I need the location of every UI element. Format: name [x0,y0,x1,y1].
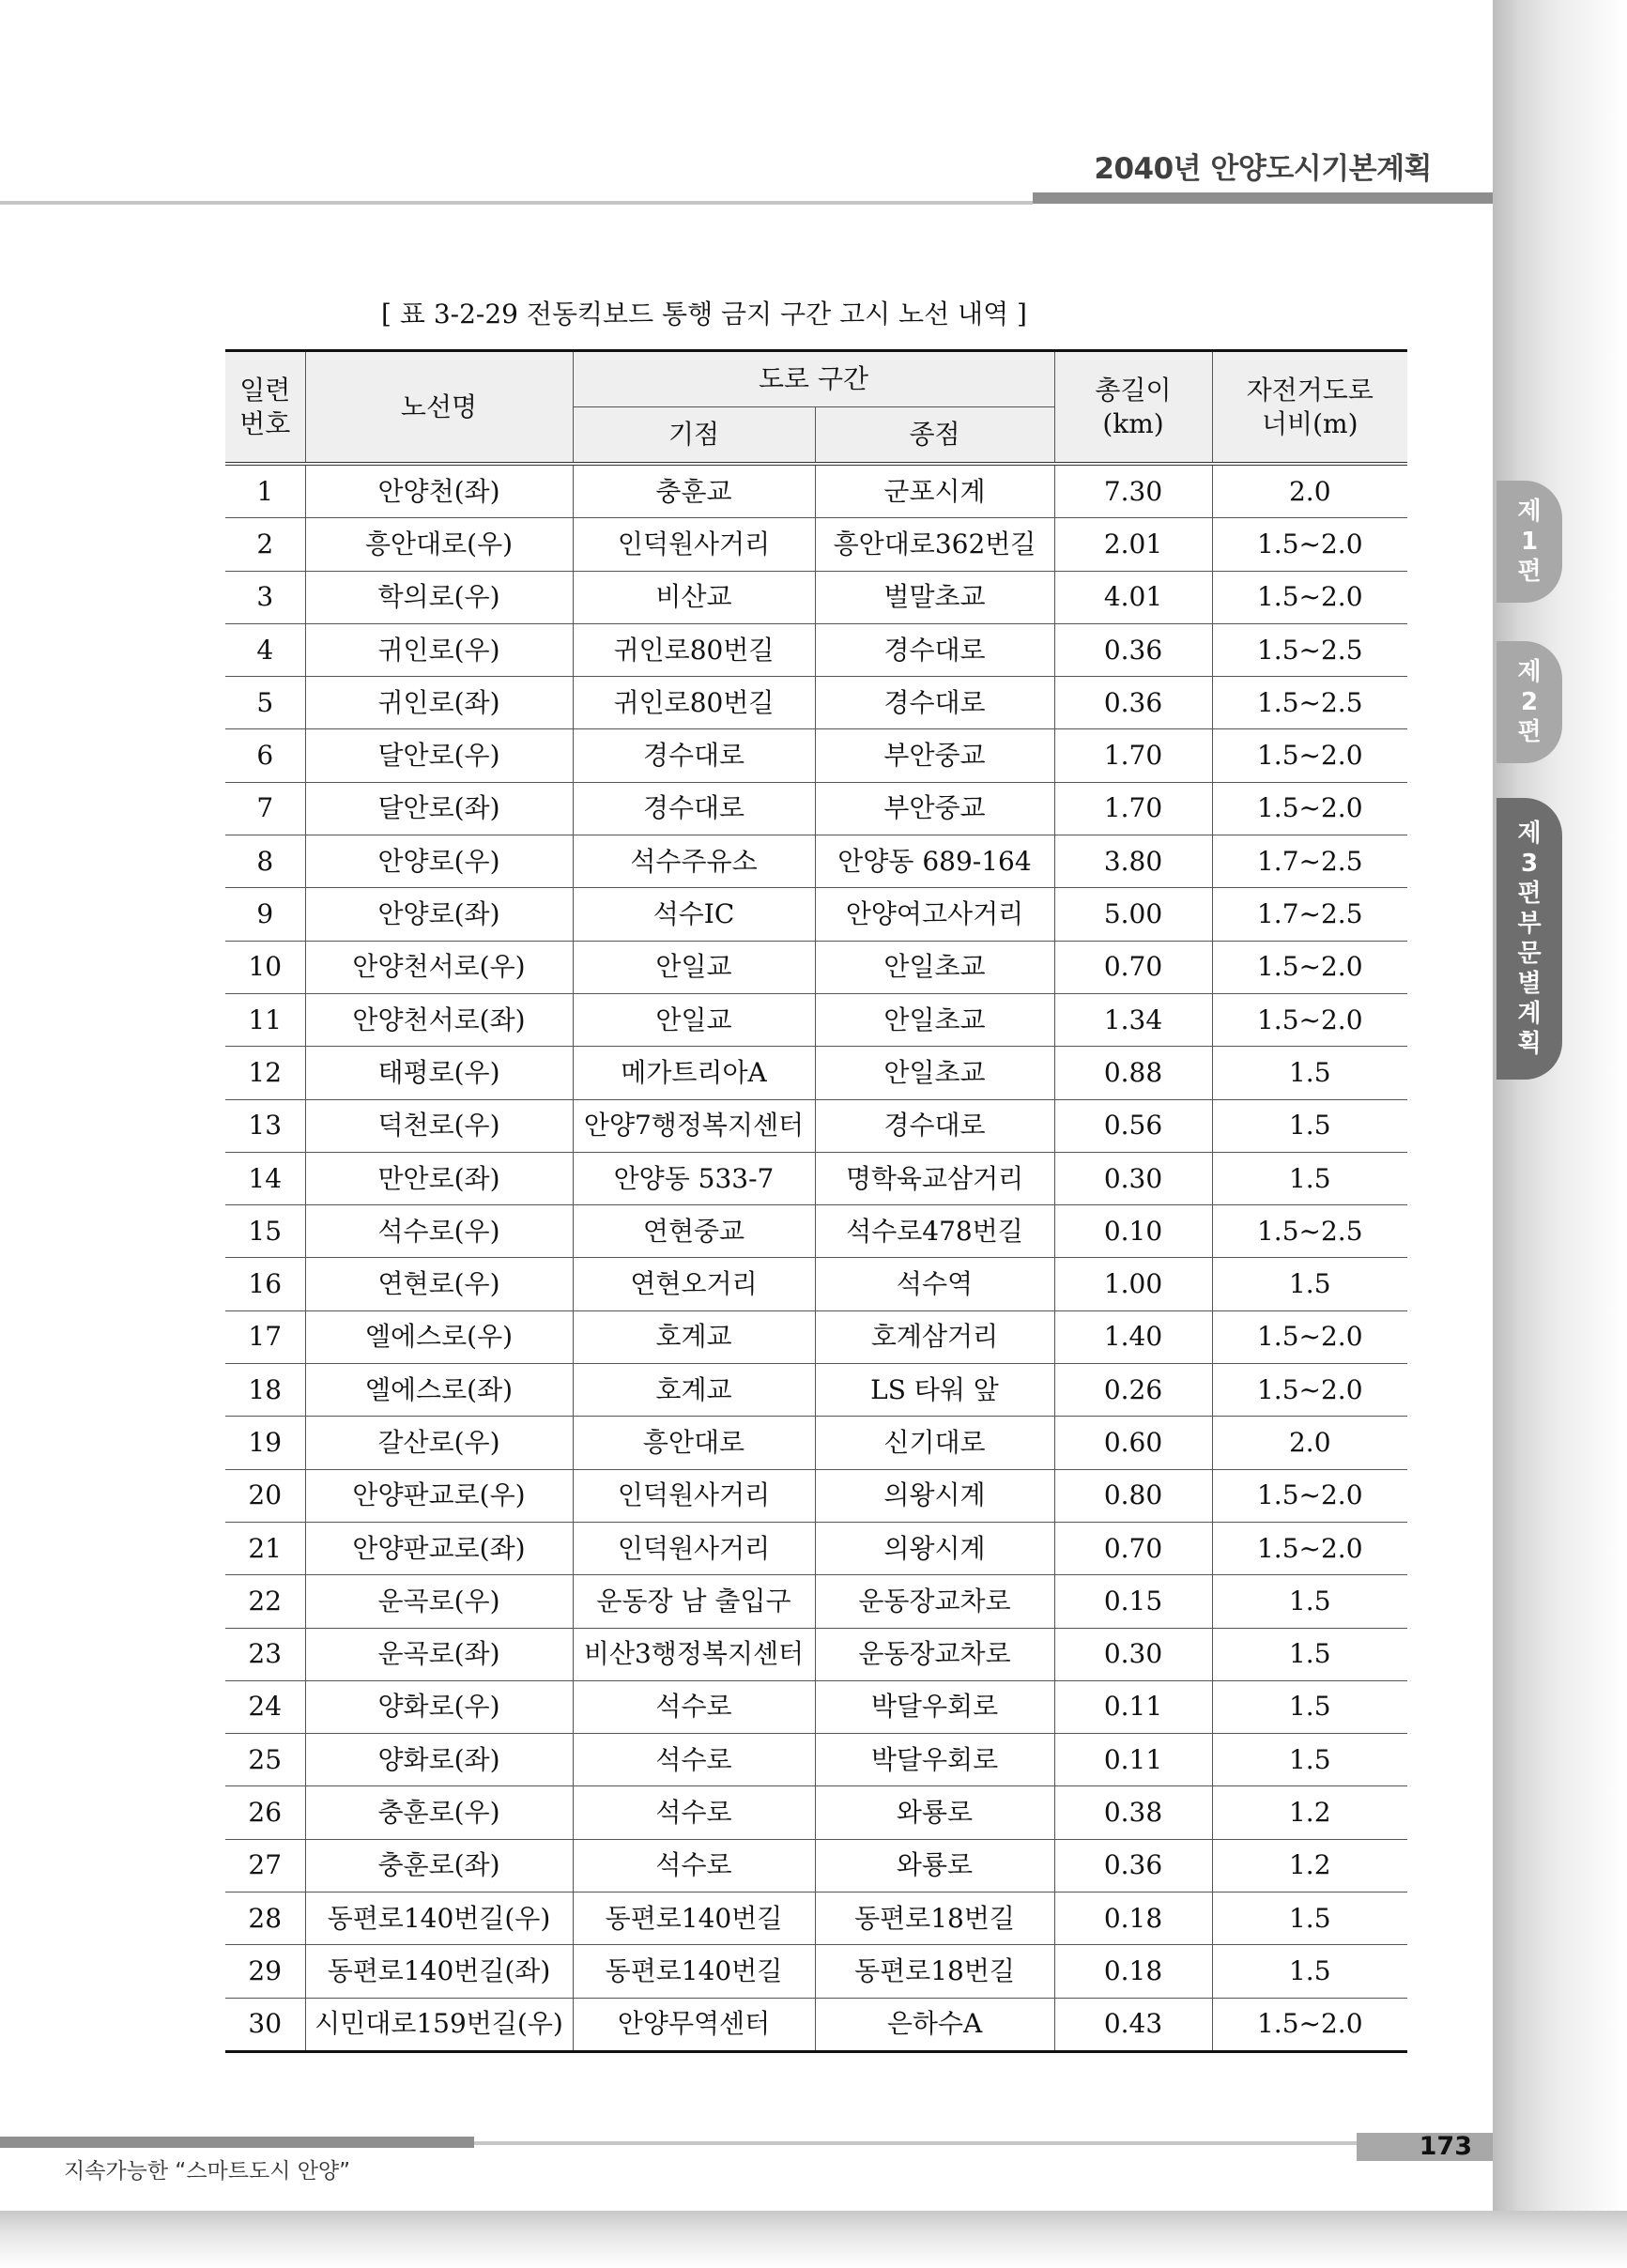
cell-end: 부안중교 [815,782,1054,835]
cell-width: 1.2 [1212,1786,1407,1839]
tab-label-char: 2 [1520,688,1539,716]
tab-label-char: 제 [1517,658,1542,686]
footer-rule-accent [0,2137,474,2148]
cell-end: 신기대로 [815,1417,1054,1469]
cell-serial: 23 [225,1628,305,1680]
cell-start: 안일교 [573,941,815,993]
cell-width: 1.5~2.5 [1212,677,1407,729]
cell-width: 1.5~2.0 [1212,941,1407,993]
cell-serial: 28 [225,1893,305,1945]
cell-start: 비산3행정복지센터 [573,1628,815,1680]
tab-part-3[interactable] [1497,798,1562,1080]
cell-start: 석수로 [573,1680,815,1733]
cell-width: 1.5~2.0 [1212,1522,1407,1574]
cell-route-name: 엘에스로(우) [305,1310,573,1363]
cell-serial: 1 [225,464,305,518]
tab-label-char: 계 [1517,1000,1542,1028]
cell-length: 0.18 [1054,1945,1212,1998]
table-row [225,835,1407,888]
cell-length: 0.38 [1054,1786,1212,1839]
cell-length: 1.34 [1054,993,1212,1046]
table-row [225,1786,1407,1839]
cell-route-name: 달안로(좌) [305,782,573,835]
tab-label-char: 편 [1517,880,1542,908]
header-length-line1: 총길이 [1095,374,1172,406]
cell-length: 0.88 [1054,1047,1212,1099]
cell-route-name: 양화로(우) [305,1680,573,1733]
cell-length: 0.11 [1054,1680,1212,1733]
cell-serial: 4 [225,623,305,676]
tab-label-char: 부 [1517,910,1542,938]
cell-start: 메가트리아A [573,1047,815,1099]
cell-width: 1.5 [1212,1099,1407,1152]
tab-label-char: 편 [1517,558,1542,586]
table-row [225,993,1407,1046]
cell-end: 은하수A [815,1998,1054,2051]
header-width-line2: 너비(m) [1262,407,1358,439]
table-row [225,1258,1407,1310]
cell-width: 1.7~2.5 [1212,888,1407,941]
cell-width: 1.5~2.0 [1212,782,1407,835]
cell-serial: 11 [225,993,305,1046]
cell-width: 1.5~2.5 [1212,1205,1407,1258]
cell-end: 석수로478번길 [815,1205,1054,1258]
table-body [225,464,1407,2051]
cell-start: 호계교 [573,1310,815,1363]
cell-length: 0.26 [1054,1364,1212,1417]
cell-width: 1.5 [1212,1575,1407,1628]
cell-end: 운동장교차로 [815,1575,1054,1628]
cell-end: 운동장교차로 [815,1628,1054,1680]
cell-start: 석수로 [573,1839,815,1892]
cell-width: 2.0 [1212,1417,1407,1469]
cell-serial: 15 [225,1205,305,1258]
table-row [225,782,1407,835]
cell-width: 1.5~2.0 [1212,729,1407,782]
cell-serial: 14 [225,1152,305,1204]
cell-route-name: 동편로140번길(우) [305,1893,573,1945]
header-length-line2: (km) [1102,407,1164,439]
cell-end: 안일초교 [815,1047,1054,1099]
footer-slogan: 지속가능한 “스마트도시 안양” [64,2159,351,2184]
table-row [225,1099,1407,1152]
cell-route-name: 안양천(좌) [305,464,573,518]
cell-serial: 29 [225,1945,305,1998]
cell-start: 동편로140번길 [573,1945,815,1998]
cell-end: 의왕시계 [815,1469,1054,1522]
cell-end: 박달우회로 [815,1734,1054,1786]
cell-length: 0.43 [1054,1998,1212,2051]
header-start: 기점 [573,407,815,465]
cell-start: 석수로 [573,1786,815,1839]
cell-width: 1.5 [1212,1893,1407,1945]
cell-route-name: 태평로(우) [305,1047,573,1099]
table-row [225,1417,1407,1469]
table-row [225,518,1407,571]
cell-start: 인덕원사거리 [573,1469,815,1522]
cell-serial: 24 [225,1680,305,1733]
cell-width: 1.5 [1212,1680,1407,1733]
cell-serial: 30 [225,1998,305,2051]
cell-end: 박달우회로 [815,1680,1054,1733]
table-row [225,1893,1407,1945]
cell-route-name: 충훈로(좌) [305,1839,573,1892]
cell-start: 운동장 남 출입구 [573,1575,815,1628]
table-row [225,677,1407,729]
table-row [225,623,1407,676]
header-serial [225,351,305,465]
cell-route-name: 시민대로159번길(우) [305,1998,573,2051]
cell-width: 1.5~2.0 [1212,518,1407,571]
cell-length: 4.01 [1054,571,1212,623]
cell-end: 동편로18번길 [815,1893,1054,1945]
cell-length: 0.18 [1054,1893,1212,1945]
cell-serial: 16 [225,1258,305,1310]
cell-end: 석수역 [815,1258,1054,1310]
cell-length: 0.15 [1054,1575,1212,1628]
tab-label-char: 1 [1520,528,1539,556]
table-row [225,1047,1407,1099]
header-rule-accent [1033,192,1493,204]
cell-end: 동편로18번길 [815,1945,1054,1998]
tab-part-1[interactable] [1497,481,1562,603]
cell-width: 1.5~2.0 [1212,1998,1407,2051]
cell-length: 7.30 [1054,464,1212,518]
cell-length: 1.70 [1054,782,1212,835]
tab-label-char: 획 [1517,1030,1542,1058]
cell-length: 0.30 [1054,1628,1212,1680]
header-route-name: 노선명 [305,351,573,465]
tab-label-char: 제 [1517,498,1542,526]
cell-end: 경수대로 [815,1099,1054,1152]
cell-serial: 18 [225,1364,305,1417]
cell-length: 0.36 [1054,677,1212,729]
header-serial-line1: 일련 [239,374,291,406]
cell-route-name: 충훈로(우) [305,1786,573,1839]
cell-start: 연현오거리 [573,1258,815,1310]
table-row [225,1522,1407,1574]
cell-start: 인덕원사거리 [573,518,815,571]
cell-serial: 26 [225,1786,305,1839]
table-row [225,729,1407,782]
table-row [225,1575,1407,1628]
cell-serial: 5 [225,677,305,729]
cell-route-name: 엘에스로(좌) [305,1364,573,1417]
cell-serial: 12 [225,1047,305,1099]
table-row [225,1734,1407,1786]
cell-end: LS 타워 앞 [815,1364,1054,1417]
cell-route-name: 안양천서로(우) [305,941,573,993]
cell-width: 1.5 [1212,1258,1407,1310]
cell-start: 귀인로80번길 [573,623,815,676]
cell-end: 와룡로 [815,1786,1054,1839]
cell-serial: 3 [225,571,305,623]
cell-start: 석수로 [573,1734,815,1786]
cell-length: 0.70 [1054,941,1212,993]
cell-end: 부안중교 [815,729,1054,782]
table-row [225,464,1407,518]
cell-route-name: 석수로(우) [305,1205,573,1258]
cell-start: 동편로140번길 [573,1893,815,1945]
cell-end: 흥안대로362번길 [815,518,1054,571]
cell-serial: 22 [225,1575,305,1628]
cell-width: 1.5~2.0 [1212,571,1407,623]
cell-route-name: 안양판교로(좌) [305,1522,573,1574]
page-bottom-shadow [0,2211,1627,2268]
cell-route-name: 학의로(우) [305,571,573,623]
table-row [225,1310,1407,1363]
cell-start: 비산교 [573,571,815,623]
cell-end: 의왕시계 [815,1522,1054,1574]
cell-width: 1.5 [1212,1945,1407,1998]
page-edge-shadow [1493,0,1627,2268]
cell-start: 안양동 533-7 [573,1152,815,1204]
header-width [1212,351,1407,465]
table-caption: [ 표 3-2-29 전동킥보드 통행 금지 구간 고시 노선 내역 ] [381,299,1027,329]
table-row [225,571,1407,623]
cell-route-name: 안양판교로(우) [305,1469,573,1522]
table-row [225,1680,1407,1733]
cell-length: 0.70 [1054,1522,1212,1574]
cell-serial: 6 [225,729,305,782]
cell-length: 1.70 [1054,729,1212,782]
cell-route-name: 만안로(좌) [305,1152,573,1204]
cell-serial: 7 [225,782,305,835]
cell-serial: 8 [225,835,305,888]
cell-serial: 25 [225,1734,305,1786]
tab-label-char: 편 [1517,718,1542,746]
cell-end: 군포시계 [815,464,1054,518]
cell-length: 3.80 [1054,835,1212,888]
cell-start: 인덕원사거리 [573,1522,815,1574]
cell-route-name: 안양로(좌) [305,888,573,941]
cell-start: 경수대로 [573,782,815,835]
table-row [225,941,1407,993]
cell-route-name: 동편로140번길(좌) [305,1945,573,1998]
cell-start: 귀인로80번길 [573,677,815,729]
footer-rule [474,2141,1357,2145]
cell-serial: 19 [225,1417,305,1469]
cell-route-name: 운곡로(우) [305,1575,573,1628]
cell-length: 1.40 [1054,1310,1212,1363]
cell-route-name: 귀인로(우) [305,623,573,676]
cell-end: 와룡로 [815,1839,1054,1892]
table-row [225,1152,1407,1204]
cell-end: 안일초교 [815,941,1054,993]
cell-width: 1.5 [1212,1152,1407,1204]
cell-start: 충훈교 [573,464,815,518]
cell-serial: 17 [225,1310,305,1363]
table-row [225,1469,1407,1522]
table-row [225,1364,1407,1417]
cell-route-name: 귀인로(좌) [305,677,573,729]
tab-label-char: 문 [1517,940,1542,968]
cell-length: 1.00 [1054,1258,1212,1310]
cell-route-name: 양화로(좌) [305,1734,573,1786]
cell-length: 0.80 [1054,1469,1212,1522]
route-table [225,349,1407,2053]
cell-length: 0.36 [1054,623,1212,676]
table-row [225,1628,1407,1680]
cell-width: 1.2 [1212,1839,1407,1892]
cell-serial: 9 [225,888,305,941]
cell-end: 경수대로 [815,677,1054,729]
cell-width: 1.5 [1212,1047,1407,1099]
cell-width: 1.7~2.5 [1212,835,1407,888]
header-rule [0,201,1033,205]
cell-width: 1.5 [1212,1734,1407,1786]
cell-end: 명학육교삼거리 [815,1152,1054,1204]
cell-route-name: 달안로(우) [305,729,573,782]
table-row [225,1839,1407,1892]
cell-end: 경수대로 [815,623,1054,676]
cell-length: 2.01 [1054,518,1212,571]
header-end: 종점 [815,407,1054,465]
header-title: 2040년 안양도시기본계획 [1094,152,1432,186]
cell-length: 0.10 [1054,1205,1212,1258]
cell-length: 5.00 [1054,888,1212,941]
cell-serial: 13 [225,1099,305,1152]
table-row [225,1205,1407,1258]
header-width-line1: 자전거도로 [1246,374,1374,406]
cell-width: 1.5~2.0 [1212,1310,1407,1363]
table-row [225,1998,1407,2051]
cell-route-name: 연현로(우) [305,1258,573,1310]
cell-start: 안양무역센터 [573,1998,815,2051]
cell-end: 벌말초교 [815,571,1054,623]
cell-serial: 27 [225,1839,305,1892]
cell-start: 경수대로 [573,729,815,782]
cell-width: 1.5~2.0 [1212,1364,1407,1417]
cell-length: 0.36 [1054,1839,1212,1892]
cell-end: 안일초교 [815,993,1054,1046]
cell-width: 1.5~2.0 [1212,1469,1407,1522]
cell-width: 1.5~2.0 [1212,993,1407,1046]
cell-route-name: 안양로(우) [305,835,573,888]
table-row [225,1945,1407,1998]
cell-start: 석수주유소 [573,835,815,888]
cell-serial: 10 [225,941,305,993]
cell-start: 안양7행정복지센터 [573,1099,815,1152]
cell-start: 연현중교 [573,1205,815,1258]
cell-start: 안일교 [573,993,815,1046]
cell-end: 안양동 689-164 [815,835,1054,888]
cell-start: 흥안대로 [573,1417,815,1469]
cell-route-name: 운곡로(좌) [305,1628,573,1680]
header-length [1054,351,1212,465]
cell-serial: 21 [225,1522,305,1574]
cell-serial: 20 [225,1469,305,1522]
cell-length: 0.30 [1054,1152,1212,1204]
tab-part-2[interactable] [1497,641,1562,763]
cell-route-name: 갈산로(우) [305,1417,573,1469]
cell-route-name: 흥안대로(우) [305,518,573,571]
tab-label-char: 3 [1520,850,1539,878]
tab-label-char: 제 [1517,820,1542,848]
cell-width: 1.5~2.5 [1212,623,1407,676]
cell-start: 호계교 [573,1364,815,1417]
header-serial-line2: 번호 [239,407,291,439]
cell-width: 2.0 [1212,464,1407,518]
page-number: 173 [1357,2133,1493,2161]
cell-width: 1.5 [1212,1628,1407,1680]
cell-length: 0.60 [1054,1417,1212,1469]
cell-end: 안양여고사거리 [815,888,1054,941]
cell-route-name: 안양천서로(좌) [305,993,573,1046]
tab-label-char: 별 [1517,970,1542,998]
cell-route-name: 덕천로(우) [305,1099,573,1152]
cell-serial: 2 [225,518,305,571]
cell-start: 석수IC [573,888,815,941]
cell-length: 0.11 [1054,1734,1212,1786]
table-row [225,888,1407,941]
cell-end: 호계삼거리 [815,1310,1054,1363]
cell-length: 0.56 [1054,1099,1212,1152]
header-section: 도로 구간 [573,351,1054,407]
